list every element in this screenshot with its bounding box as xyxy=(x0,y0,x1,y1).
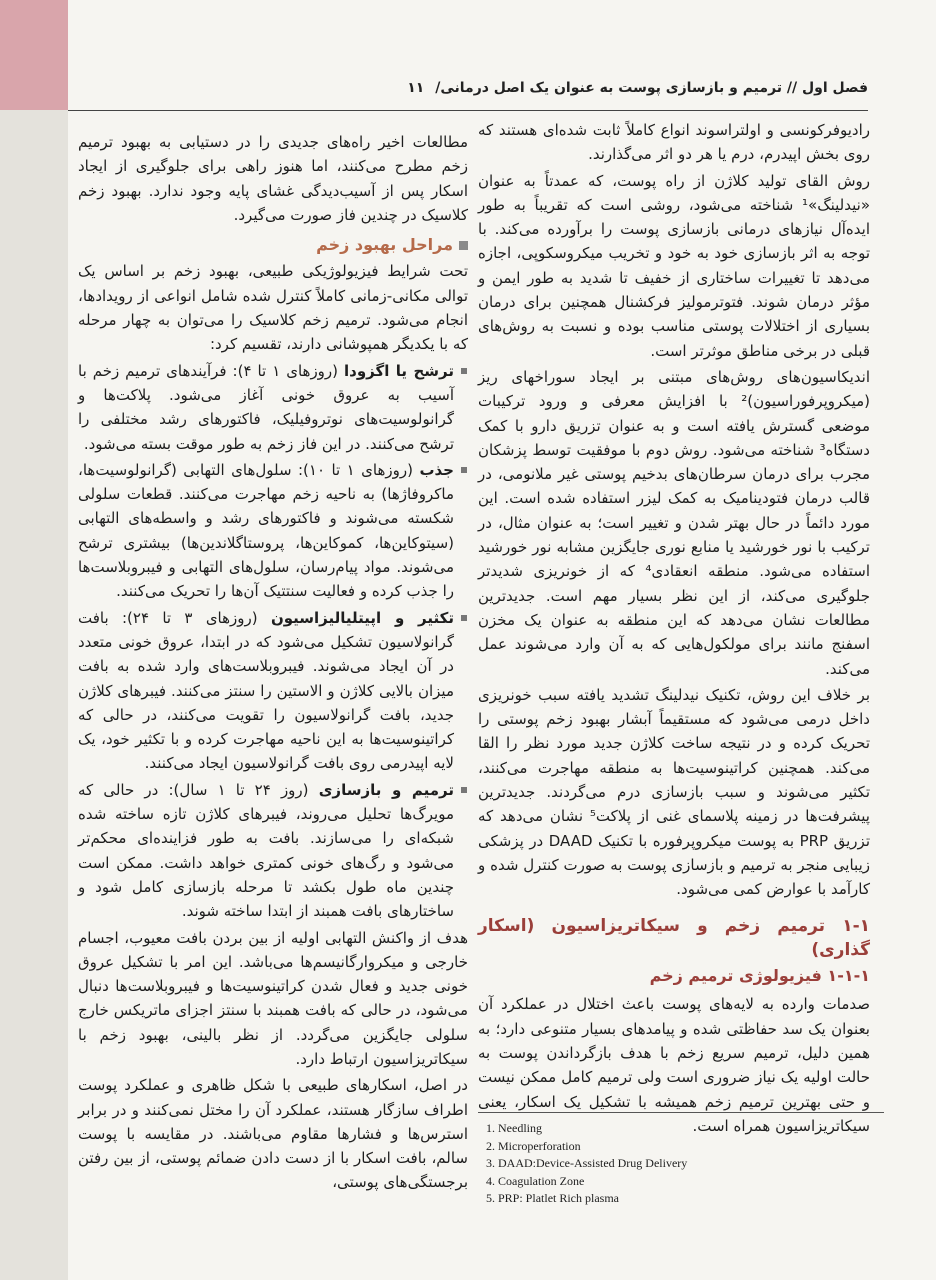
paragraph: هدف از واکنش التهابی اولیه از بین بردن بافت معیوب، اجسام خارجی و میکروارگانیسم‌ها می‌باشد. این امر با تشکیل عروق خونی جدید و فعال شدن کراتینوسیت‌ها و فیبروبلاست‌ها دنبال می‌شود، در حالی که بافت همبند با سنتز اجزای ماتریکس خارج سلولی جایگزین می‌گردد. از نظر بالینی، بهبود زخم با سیکاتریزاسیون ارتباط دارد. xyxy=(78,928,468,1068)
footnotes xyxy=(486,1120,866,1208)
footnote: 3. DAAD:Device-Assisted Drug Delivery xyxy=(486,1156,688,1170)
stage-item xyxy=(78,778,468,924)
stage-item xyxy=(78,606,468,776)
stage-item xyxy=(78,458,468,604)
chapter-tab xyxy=(0,0,68,110)
paragraph: بر خلاف این روش، تکنیک نیدلینگ تشدید یافته سبب خونریزی داخل درمی می‌شود که مستقیماً آبشار بهبود زخم پوستی را تحریک کرده و در نتیجه ساخت کلاژن جدید مورد نظر را القا می‌کند. همچنین کراتینوسیت‌ها به منطقه مهاجرت می‌کنند، تکثیر می‌شوند و سبب بازسازی درم می‌گردند. جدیدترین پیشرفت‌ها در زمینه پلاسمای غنی از پلاکت⁵ نشان می‌دهد که تزریق PRP به پوست میکروپرفوره با تکنیک DAAD در پزشکی زیبایی منجر به ترمیم و بازسازی پوست به صورت کنترل شده و کارآمد با عوارض کمی می‌شود. xyxy=(478,685,871,899)
footnote: 2. Microperforation xyxy=(486,1138,581,1153)
footnote: 5. PRP: Platlet Rich plasma xyxy=(486,1191,620,1205)
running-header xyxy=(68,80,868,111)
stages-heading xyxy=(78,233,468,257)
square-bullet-icon xyxy=(459,241,468,250)
stage-term: ترمیم و بازسازی xyxy=(318,780,455,799)
paragraph: اندیکاسیون‌های روش‌های مبتنی بر ایجاد سوراخهای ریز (میکروپرفوراسیون)² با افزایش معرفی و ورود ترکیبات موضعی گسترش یافته است و به عنوان تزریق دارو با کمک دستگاه³ شناخته می‌شود. روش دوم با موفقیت توسط پزشکان مجرب برای درمان سرطان‌های بدخیم پوستی غیر ملانومی، در قالب درمان فتودینامیک به کمک لیزر استفاده شده است. این مورد دائماً در حال بهتر شدن و تغییر است؛ به عنوان مثال، در ترکیب با نور خورشید یا منابع نوری جایگزین مشابه نور خورشید استفاده می‌شود. منطقه انعقادی⁴ که از خونریزی شدیدتر جلوگیری می‌کند، از این نظر بسیار مهم است. جدیدترین مطالعات نشان می‌دهد که این منطقه به عنوان یک مخزن اسفنج مانند برای مولکول‌هایی که به آن وارد می‌شوند عمل می‌کند. xyxy=(478,367,871,678)
stage-text: (روزهای ۱ تا ۱۰): سلول‌های التهابی (گرانولوسیت‌ها، ماکروفاژها) به ناحیه زخم مهاجرت می‌کنند. قطعات سلولی شکسته می‌شوند و فاکتورهای رشد و واسطه‌های التهابی (سیتوکاین‌ها، کموکاین‌ها، پروستاگلاندین‌ها) بیشتری ترشح می‌شوند. مواد پیام‌رسان، سلول‌های التهابی و فیبروبلاست‌ها را جذب کرده و فعالیت سنتتیک آن‌ها را تحریک می‌کنند. xyxy=(78,460,454,601)
footnote: 4. Coagulation Zone xyxy=(486,1173,585,1188)
subsection-heading: ۱-۱-۱ فیزیولوژی ترمیم زخم xyxy=(649,966,870,986)
footnote: 1. Needling xyxy=(486,1121,542,1135)
section-heading: ۱-۱ ترمیم زخم و سیکاتریزاسیون (اسکار گذاری) xyxy=(478,915,870,960)
stage-term: جذب xyxy=(419,460,454,479)
stage-term: ترشح یا اگزودا xyxy=(344,361,454,380)
stage-term: تکثیر و اپیتلیالیزاسیون xyxy=(270,608,454,627)
left-column xyxy=(78,130,468,1197)
paragraph: رادیوفرکونسی و اولتراسوند انواع کاملاً ثابت شده‌ای هستند که روی بخش اپیدرم، درم یا هر دو اثر می‌گذارند. xyxy=(478,121,870,164)
book-spine xyxy=(0,0,68,1280)
stage-text: (روزهای ۱ تا ۴): فرآیندهای ترمیم زخم با آسیب به عروق خونی آغاز می‌شود. پلاکت‌ها و گرانولوسیت‌های نوتروفیلیک، فاکتورهای رشد مختلفی را ترشح می‌کنند. در این فاز زخم به طور موقت بسته می‌شود. xyxy=(78,361,454,453)
stages-heading-text: مراحل بهبود زخم xyxy=(316,235,453,255)
intro-paragraph: مطالعات اخیر راه‌های جدیدی را در دستیابی به بهبود ترمیم زخم مطرح می‌کنند، اما هنوز راهی برای جلوگیری از ایجاد اسکار پس از آسیب‌دیدگی غشای پایه وجود ندارد. بهبود زخم کلاسیک در چندین فاز صورت می‌گیرد. xyxy=(78,133,468,224)
paragraph: در اصل، اسکارهای طبیعی با شکل ظاهری و عملکرد پوست اطراف سازگار هستند، عملکرد آن را مختل نمی‌کنند و در برابر استرس‌ها و فشارها مقاوم می‌باشند. در مقایسه با پوست سالم، بافت اسکار با از دست دادن ضمائم پوستی، از بین رفتن برجستگی‌های پوستی، xyxy=(78,1076,468,1192)
stage-text: (روز ۲۴ تا ۱ سال): در حالی که مویرگ‌ها تحلیل می‌روند، فیبرهای کلاژن تازه ساخته شده شبکه‌ای را می‌سازند. بافت به طور فزاینده‌ای محکم‌تر می‌شود و رگ‌های خونی کمتری خواهد داشت. ممکن است چندین ماه طول بکشد تا مرحله بازسازی کامل شود و ساختارهای بافت همبند از ابتدا ساخته شوند. xyxy=(78,780,454,921)
stage-item xyxy=(78,359,468,456)
paragraph: صدمات وارده به لایه‌های پوست باعث اختلال در عملکرد آن بعنوان یک سد حفاظتی شده و پیامدهای بسیار متنوعی دارد؛ به همین دلیل، ترمیم سریع زخم با هدف بازگرداندن پوست به حالت اولیه یک نیاز ضروری است ولی ترمیم کامل ممکن نیست و حتی بهترین ترمیم زخم همیشه با تشکیل یک اسکار، یعنی سیکاتریزاسیون همراه است. xyxy=(478,995,870,1135)
right-column xyxy=(478,118,870,1140)
stages-intro: تحت شرایط فیزیولوژیکی طبیعی، بهبود زخم بر اساس یک توالی مکانی-زمانی کاملاً کنترل شده شامل انواعی از رویدادها، انجام می‌شود. ترمیم زخم کلاسیک را می‌توان به چهار مرحله که با یکدیگر همپوشانی دارند، تقسیم کرد: xyxy=(78,262,468,354)
header-title: فصل اول // ترمیم و بازسازی پوست به عنوان یک اصل درمانی/ xyxy=(435,80,868,96)
page-number: ۱۱ xyxy=(407,80,425,96)
stage-text: (روزهای ۳ تا ۲۴): بافت گرانولاسیون تشکیل می‌شود که در ابتدا، عروق خونی متعدد در آن ایجاد می‌شوند. فیبروبلاست‌های وارد شده به بافت میزان بالایی کلاژن و الاستین را سنتز می‌کنند. فیبرهای کلاژن جدید، بافت گرانولاسیون را تقویت می‌کنند، در حالی که کراتینوسیت‌ها به این ناحیه مهاجرت کرده و با تکثیر خود، یک لایه اپیدرمی روی بافت گرانولاسیون ایجاد می‌کنند. xyxy=(78,608,454,773)
paragraph: روش القای تولید کلاژن از راه پوست، که عمدتاً به عنوان «نیدلینگ»¹ شناخته می‌شود، روشی است که تقریباً به طور ایده‌آل نیازهای درمانی بازسازی پوست را برآورده می‌کند. با توجه به اثر بازسازی خود به خود و تخریب میکروسکوپی، اجازه می‌دهد تا تغییرات ساختاری از خفیف تا شدید به طور ایمن و مؤثر درمان شوند. فتوترمولیز فرکشنال همچنین برای درمان بسیاری از اختلالات پوستی مناسب بوده و نسبت به روش‌های قبلی در برخی مناطق موثرتر است. xyxy=(478,171,870,360)
footnote-divider xyxy=(478,1112,884,1113)
